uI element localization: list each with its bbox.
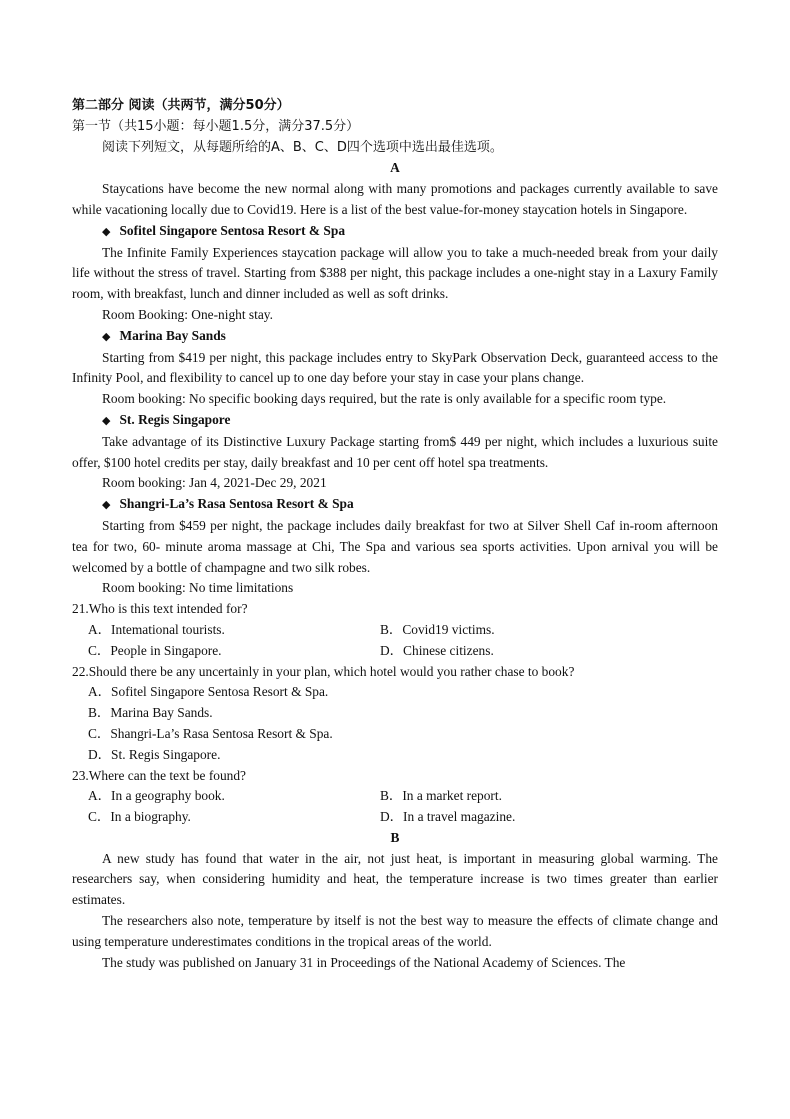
hotel-name: Marina Bay Sands [119, 327, 226, 343]
hotel-heading [72, 326, 718, 348]
option-b: B．In a market report. [380, 788, 502, 804]
diamond-icon: ◆ [102, 329, 111, 343]
passage-b-letter: B [390, 829, 400, 845]
option-a: A．Intemational tourists. [88, 621, 225, 637]
question-stem: 23.Where can the text be found? [72, 767, 246, 783]
option-b: B．Covid19 victims. [380, 621, 495, 637]
option-row [72, 620, 718, 641]
instruction: 阅读下列短文，从每题所给的A、B、C、D四个选项中选出最佳选项。 [102, 139, 503, 155]
hotel-booking: Room booking: No specific booking days required, but the rate is only available for a specific room type. [102, 391, 667, 407]
option-a: A．In a geography book. [88, 788, 225, 804]
hotel-booking: Room Booking: One-night stay. [102, 306, 273, 322]
hotel-list [72, 221, 718, 599]
diamond-icon: ◆ [102, 413, 111, 427]
question-21 [72, 599, 718, 661]
option-c: C．People in Singapore. [88, 642, 222, 658]
question-stem: 21.Who is this text intended for? [72, 601, 248, 617]
hotel-heading [72, 494, 718, 516]
option-a: A．Sofitel Singapore Sentosa Resort & Spa. [88, 684, 329, 700]
hotel-name: St. Regis Singapore [119, 411, 231, 427]
passage-b-paragraph: The study was published on January 31 in Proceedings of the National Academy of Sciences. The [102, 954, 626, 970]
hotel-booking: Room booking: Jan 4, 2021-Dec 29, 2021 [102, 475, 327, 491]
hotel-heading [72, 410, 718, 432]
passage-a-letter: A [390, 160, 400, 176]
option-row [72, 641, 718, 662]
question-stem: 22.Should there be any uncertainly in your plan, which hotel would you rather chase to book? [72, 663, 575, 679]
option-row [72, 807, 718, 828]
hotel-description: Starting from $419 per night, this package includes entry to SkyPark Observation Deck, guaranteed access to the Infinity Pool, and flexibility to cancel up to one day before your stay in case your plans change. [72, 349, 718, 386]
passage-b-paragraph: A new study has found that water in the air, not just heat, is important in measuring global warming. The researchers say, when considering humidity and heat, the temperature increase is two times greater than earlier estimates. [72, 850, 718, 908]
hotel-heading [72, 221, 718, 243]
hotel-name: Shangri-La’s Rasa Sentosa Resort & Spa [119, 496, 354, 512]
section-title: 第一节（共15小题：每小题1.5分，满分37.5分） [72, 118, 360, 134]
option-c: C．Shangri-La’s Rasa Sentosa Resort & Spa. [88, 725, 333, 741]
diamond-icon: ◆ [102, 224, 111, 238]
option-c: C．In a biography. [88, 809, 191, 825]
exam-page [72, 96, 718, 973]
hotel-description: The Infinite Family Experiences staycation package will allow you to take a much-needed break from your daily life without the stress of travel. Starting from $388 per night, this package includes a one-night stay in a Laxury Family room, with breakfast, lunch and dinner included as well as soft drinks. [72, 244, 718, 302]
option-d: D．Chinese citizens. [380, 642, 494, 658]
passage-a-intro: Staycations have become the new normal along with many promotions and packages currently available to save while vacationing locally due to Covid19. Here is a list of the best value-for-money staycation hotels in Singapore. [72, 181, 718, 217]
option-d: D．In a travel magazine. [380, 809, 516, 825]
hotel-description: Take advantage of its Distinctive Luxury Package starting from$ 449 per night, which includes a luxurious suite offer, $100 hotel credits per stay, daily breakfast and 10 per cent off hotel spa treatments. [72, 433, 718, 470]
hotel-booking: Room booking: No time limitations [102, 580, 294, 596]
diamond-icon: ◆ [102, 498, 111, 512]
part-title: 第二部分 阅读（共两节，满分50分） [72, 98, 290, 113]
hotel-name: Sofitel Singapore Sentosa Resort & Spa [119, 222, 346, 238]
question-23 [72, 766, 718, 828]
question-22 [72, 662, 718, 766]
passage-b-paragraph: The researchers also note, temperature by itself is not the best way to measure the effects of climate change and using temperature underestimates conditions in the tropical areas of the world. [72, 913, 718, 949]
option-b: B．Marina Bay Sands. [88, 705, 213, 721]
hotel-description: Starting from $459 per night, the package includes daily breakfast for two at Silver Shell Caf in-room afternoon tea for two, 60- minute aroma massage at Chi, The Spa and various sea sports activities. Upon arnival you will be welcomed by a bottle of champagne and two silk robes. [72, 517, 718, 575]
option-row [72, 786, 718, 807]
option-d: D．St. Regis Singapore. [88, 746, 221, 762]
